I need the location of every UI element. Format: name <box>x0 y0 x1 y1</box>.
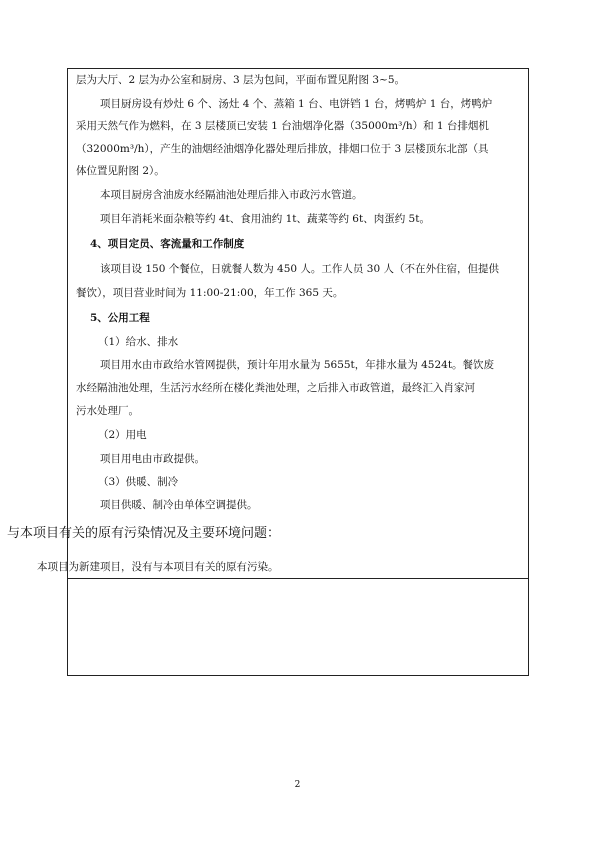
subsection-heading: （2）用电 <box>98 429 147 441</box>
text-line: （32000m³/h），产生的油烟经油烟净化器处理后排放，排烟口位于 3 层楼顶东北部（具 <box>76 143 489 155</box>
text-line: 本项目厨房含油废水经隔油池处理后排入市政污水管道。 <box>100 189 363 201</box>
text-line: 体位置见附图 2）。 <box>76 165 165 177</box>
text-line: 餐饮），项目营业时间为 11:00-21:00，年工作 365 天。 <box>76 287 344 299</box>
text-line: 项目用电由市政提供。 <box>100 453 205 465</box>
text-line: 采用天然气作为燃料，在 3 层楼顶已安装 1 台油烟净化器（35000m³/h）和 1 台排烟机 <box>76 120 489 132</box>
text-line: 污水处理厂。 <box>76 405 139 417</box>
text-line: 层为大厅、2 层为办公室和厨房、3 层为包间，平面布置见附图 3~5。 <box>76 74 406 86</box>
subsection-heading: （3）供暖、制冷 <box>98 476 179 488</box>
row-divider <box>68 578 528 579</box>
pollution-body: 本项目为新建项目，没有与本项目有关的原有污染。 <box>37 561 279 573</box>
text-line: 项目供暖、制冷由单体空调提供。 <box>100 499 258 511</box>
subsection-heading: （1）给水、排水 <box>98 336 179 348</box>
pollution-heading: 与本项目有关的原有污染情况及主要环境问题： <box>7 526 281 541</box>
page-number: 2 <box>294 780 301 790</box>
text-line: 项目年消耗米面杂粮等约 4t、食用油约 1t、蔬菜等约 6t、肉蛋约 5t。 <box>100 213 430 225</box>
text-line: 项目厨房设有炒灶 6 个、汤灶 4 个、蒸箱 1 台、电饼铛 1 台，烤鸭炉 1 台，烤鸭炉 <box>100 98 493 110</box>
table-frame <box>67 68 529 676</box>
text-line: 项目用水由市政给水管网提供，预计年用水量为 5655t，年排水量为 4524t。餐饮废 <box>100 359 495 371</box>
text-line: 水经隔油池处理，生活污水经所在楼化粪池处理，之后排入市政管道，最终汇入肖家河 <box>76 382 475 394</box>
text-line: 该项目设 150 个餐位，日就餐人数为 450 人。工作人员 30 人（不在外住宿，但提供 <box>100 263 499 275</box>
section-heading: 5、公用工程 <box>90 312 150 324</box>
section-heading: 4、项目定员、客流量和工作制度 <box>90 238 245 250</box>
